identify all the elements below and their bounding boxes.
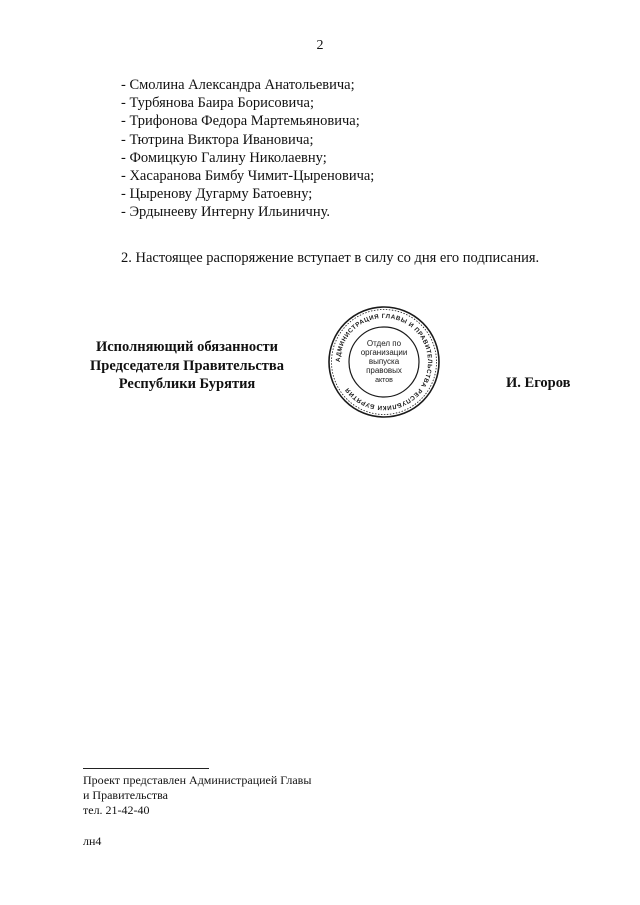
- stamp-graphic: [327, 305, 441, 419]
- signatory-title-line: Республики Бурятия: [118, 376, 256, 392]
- list-item: - Эрдынееву Интерну Ильиничну.: [121, 204, 331, 221]
- list-item: - Тютрина Виктора Ивановича;: [121, 131, 314, 148]
- list-item: - Фомицкую Галину Николаевну;: [121, 149, 327, 166]
- list-item: - Смолина Александра Анатольевича;: [121, 77, 355, 93]
- stamp-center-line: актов: [375, 377, 393, 384]
- stamp-ring-text: АДМИНИСТРАЦИЯ ГЛАВЫ И ПРАВИТЕЛЬСТВА РЕСПУБЛИКИ БУРЯТИЯ: [334, 312, 434, 412]
- footnote-line: и Правительства: [83, 788, 168, 802]
- signatory-name: И. Егоров: [506, 375, 571, 391]
- official-stamp: [327, 305, 441, 419]
- effective-date-paragraph: 2. Настоящее распоряжение вступает в силу со дня его подписания.: [121, 250, 540, 266]
- signatory-title-line: Председателя Правительства: [90, 357, 284, 374]
- stamp-center-line: организации: [360, 348, 408, 357]
- page-number: 2: [316, 38, 324, 53]
- footnote-line: тел. 21-42-40: [83, 803, 150, 817]
- list-item: - Цыренову Дугарму Батоевну;: [121, 186, 313, 203]
- stamp-center-line: правовых: [366, 366, 402, 375]
- file-code: лн4: [83, 834, 102, 848]
- list-item: - Трифонова Федора Мартемьяновича;: [121, 113, 360, 130]
- footnote-divider: [83, 768, 209, 769]
- signatory-title: [62, 338, 312, 394]
- stamp-center-line: Отдел по: [366, 339, 402, 348]
- footnote: [83, 773, 311, 818]
- name-list: [121, 76, 374, 222]
- list-item: - Турбянова Баира Борисовича;: [121, 95, 314, 112]
- signatory-title-line: Исполняющий обязанности: [95, 339, 279, 355]
- stamp-center-line: выпуска: [368, 357, 400, 366]
- list-item: - Хасаранова Бимбу Чимит-Цыреновича;: [121, 168, 375, 185]
- footnote-line: Проект представлен Администрацией Главы: [83, 773, 312, 787]
